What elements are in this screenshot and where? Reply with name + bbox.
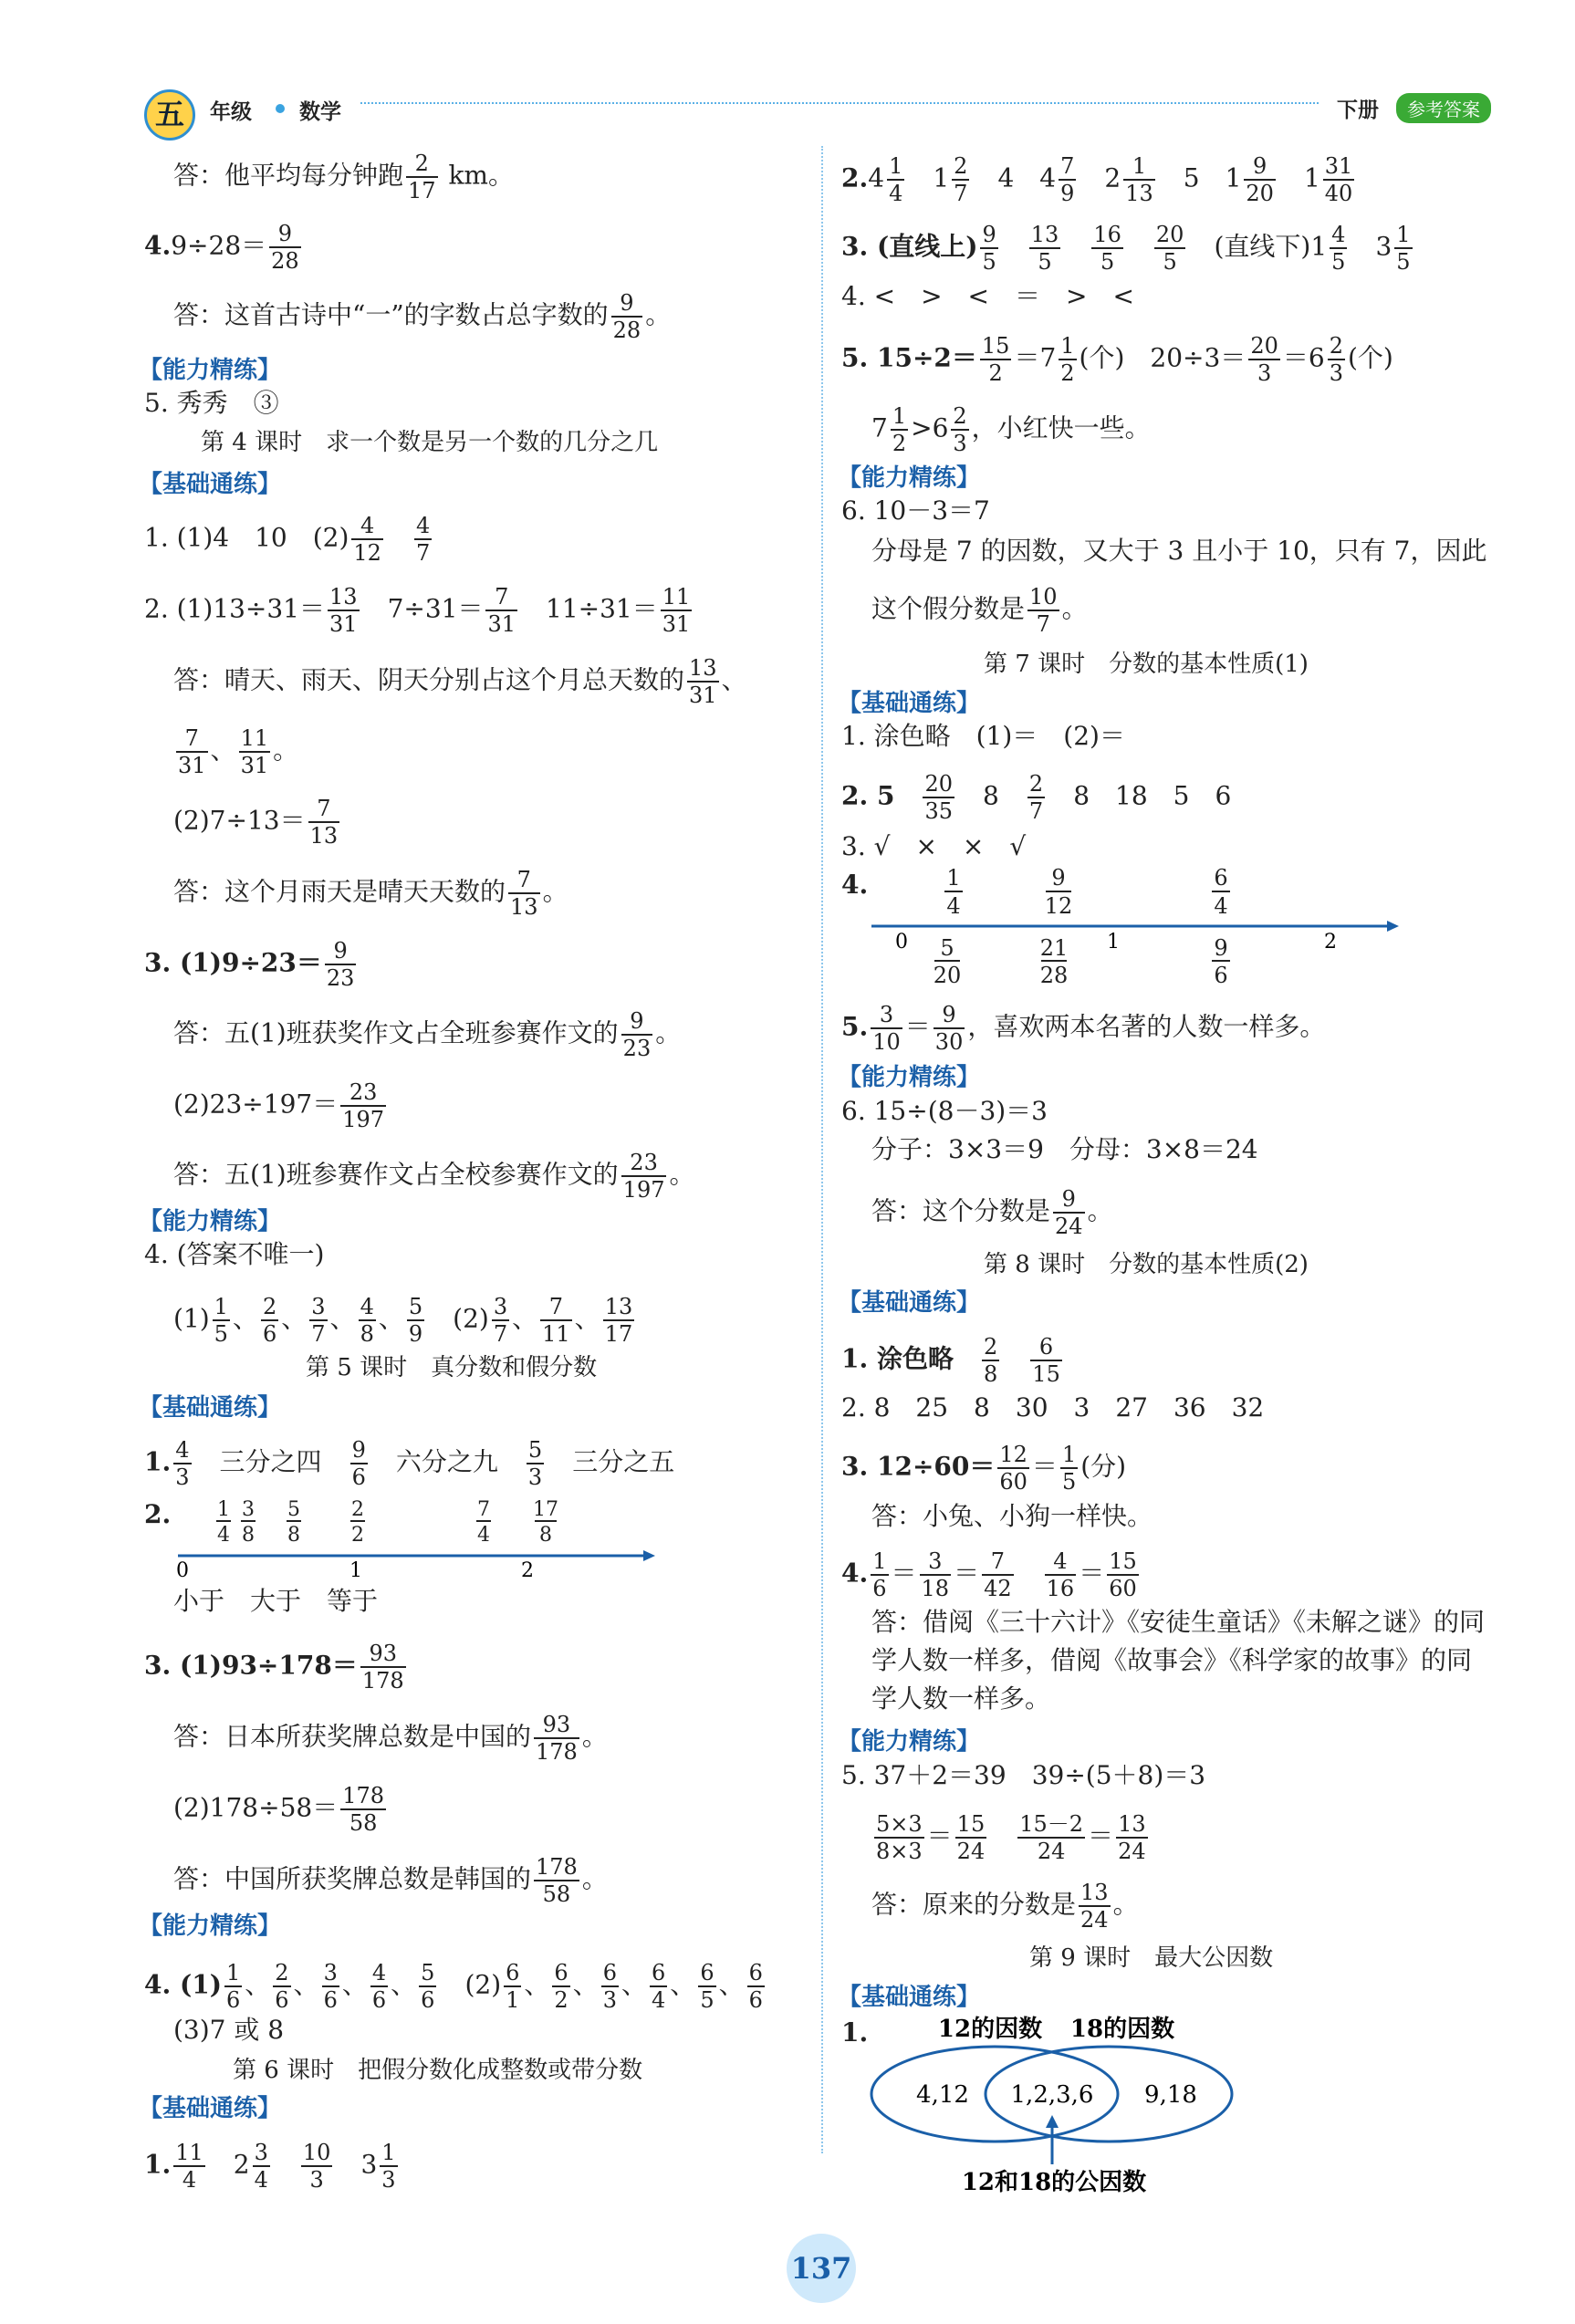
tick-label: 1 bbox=[349, 1559, 362, 1579]
svg-text:5: 5 bbox=[940, 935, 954, 961]
answer-9-1: 1. bbox=[841, 2017, 869, 2048]
svg-text:4: 4 bbox=[1214, 893, 1228, 919]
section-heading: 【能力精练】 bbox=[139, 1912, 282, 1940]
answer-6-explain: 分母是 7 的因数，又大于 3 且小于 10，只有 7，因此 bbox=[871, 536, 1487, 566]
question-4b-answers: (1) $\frac{1}{5}$ 、 $\frac{2}{6}$ 、 $\frac{3}{7}$ 、 $\frac{4}{8}$ 、 $\frac{5}{9}$ (2) $\frac{3}{7}$ 、 $\frac{7}{11}$ 、 $\frac{13}{17}$ bbox=[173, 1294, 633, 1347]
answer-8-5-conclusion: 答：原来的分数是 $\frac{13}{24}$ 。 bbox=[871, 1880, 1139, 1933]
fraction-7-4: 7 bbox=[477, 1498, 490, 1521]
answer-line: 答：这首古诗中“一”的字数占总字数的 $\frac{9}{28}$ 。 bbox=[173, 290, 672, 343]
answer-line: $\frac{7}{31}$ 、 $\frac{11}{31}$ 。 bbox=[178, 725, 299, 778]
answer-line: 答：五(1)班获奖作文占全班参赛作文的 $\frac{9}{23}$ 。 bbox=[173, 1008, 682, 1061]
question-2-part2: (2)7÷13＝ $\frac{7}{13}$ bbox=[173, 796, 339, 849]
fraction-5-8: 5 bbox=[287, 1498, 300, 1521]
question-4: 4.9÷28＝ $\frac{9}{28}$ bbox=[144, 221, 299, 274]
lesson-title: 第 4 课时 求一个数是另一个数的几分之几 bbox=[201, 429, 659, 456]
question-2-label: 2. bbox=[144, 1499, 172, 1529]
svg-text:12: 12 bbox=[1044, 893, 1073, 919]
answer-8-4-text: 学人数一样多。 bbox=[871, 1683, 1051, 1714]
header-divider bbox=[360, 102, 1319, 104]
svg-text:20: 20 bbox=[933, 963, 962, 985]
question-5: 5. 秀秀 ③ bbox=[144, 388, 279, 418]
svg-text:2: 2 bbox=[351, 1524, 364, 1547]
svg-text:9: 9 bbox=[1051, 865, 1066, 891]
section-heading: 【基础通练】 bbox=[838, 1984, 981, 2011]
svg-text:8: 8 bbox=[539, 1524, 552, 1547]
number-line-fractions bbox=[216, 1498, 558, 1547]
dot-icon bbox=[276, 104, 285, 113]
header-volume: 下册 bbox=[1337, 99, 1379, 122]
section-heading: 【基础通练】 bbox=[139, 2095, 282, 2122]
answer-5: 5. 15÷2＝ $\frac{15}{2}$ ＝7 $\frac{1}{2}$ (个) 20÷3＝ $\frac{20}{3}$ ＝6 $\frac{2}{3}$ (个) bbox=[841, 333, 1393, 386]
answer-7-5: 5. $\frac{3}{10}$ ＝ $\frac{9}{30}$ ，喜欢两本名著的人数一样多。 bbox=[841, 1002, 1326, 1055]
section-heading: 【能力精练】 bbox=[838, 1064, 981, 1091]
fraction-3-8: 3 bbox=[242, 1498, 255, 1521]
svg-text:8: 8 bbox=[287, 1524, 300, 1547]
fraction-1-4: 1 bbox=[217, 1498, 230, 1521]
svg-text:4: 4 bbox=[477, 1524, 490, 1547]
answer-2: 2.4 $\frac{1}{4}$ 1 $\frac{2}{7}$ 4 4 $\frac{7}{9}$ 2 $\frac{1}{13}$ 5 1 $\frac{9}{20}$ 1 $\frac{31}{40}$ bbox=[841, 153, 1353, 206]
venn-diagram bbox=[862, 2007, 1246, 2199]
svg-text:28: 28 bbox=[1039, 963, 1069, 985]
header-tag: 参考答案 bbox=[1396, 93, 1491, 123]
answer-4: 4. < > < ＝ > < bbox=[841, 281, 1134, 311]
header-grade: 年级 bbox=[210, 100, 252, 124]
answer-8-4-text: 答：借阅《三十六计》《安徒生童话》《未解之谜》的同 bbox=[871, 1607, 1486, 1637]
section-heading: 【基础通练】 bbox=[139, 471, 282, 498]
answer-7-6-conclusion: 答：这个分数是 $\frac{9}{24}$ 。 bbox=[871, 1186, 1113, 1239]
answer-line: 答：日本所获奖牌总数是中国的 $\frac{93}{178}$ 。 bbox=[173, 1712, 608, 1765]
svg-text:6: 6 bbox=[1214, 865, 1228, 891]
arrow-icon bbox=[643, 1550, 655, 1561]
number-line bbox=[867, 862, 1405, 985]
section-heading: 【基础通练】 bbox=[139, 1394, 282, 1422]
column-divider bbox=[821, 146, 823, 2153]
venn-mid-values: 1,2,3,6 bbox=[1010, 2081, 1094, 2109]
svg-text:4: 4 bbox=[946, 893, 961, 919]
lesson-title: 第 8 课时 分数的基本性质(2) bbox=[984, 1251, 1309, 1278]
question-1-lesson6: 1. $\frac{11}{4}$ 2 $\frac{3}{4}$ $\frac{10}{3}$ 3 $\frac{1}{3}$ bbox=[144, 2140, 396, 2193]
answer-7-4-label: 4. bbox=[841, 870, 869, 900]
question-1: 1. (1)4 10 (2) $\frac{4}{12}$ $\frac{4}{7}$ bbox=[144, 513, 431, 566]
question-3-part2: (2)23÷197＝ $\frac{23}{197}$ bbox=[173, 1079, 385, 1132]
section-heading: 【能力精练】 bbox=[139, 1208, 282, 1235]
answer-line: 答：五(1)班参赛作文占全校参赛作文的 $\frac{23}{197}$ 。 bbox=[173, 1150, 695, 1203]
answer-5-compare: 7 $\frac{1}{2}$ >6 $\frac{2}{3}$ ，小红快一些。 bbox=[871, 403, 1151, 456]
answer-8-2: 2. 8 25 8 30 3 27 36 32 bbox=[841, 1392, 1265, 1423]
tick-label: 0 bbox=[176, 1559, 189, 1579]
answer-line: 答：晴天、雨天、阴天分别占这个月总天数的 $\frac{13}{31}$ 、 bbox=[173, 655, 747, 708]
answer-7-3: 3. √ × × √ bbox=[841, 831, 1027, 861]
page-number: 137 bbox=[787, 2234, 856, 2303]
section-heading: 【基础通练】 bbox=[838, 690, 981, 717]
answer-7-6-detail: 分子：3×3＝9 分母：3×8＝24 bbox=[871, 1134, 1258, 1164]
question-4-lesson5: 4. (1) $\frac{1}{6}$ 、 $\frac{2}{6}$ 、 $\frac{3}{6}$ 、 $\frac{4}{6}$ 、 $\frac{5}{6}$ (2) $\frac{6}{1}$ 、 $\frac{6}{2}$ 、 $\frac{6}{3}$ 、 $\frac{6}{4}$ 、 $\frac{6}{5}$ 、 $\frac{6}{6}$ bbox=[144, 1960, 763, 2013]
tick-label: 2 bbox=[1324, 931, 1337, 954]
question-3-lesson5: 3. (1)93÷178＝ $\frac{93}{178}$ bbox=[144, 1641, 404, 1693]
question-4b: 4. (答案不唯一) bbox=[144, 1239, 325, 1269]
section-heading: 【能力精练】 bbox=[838, 1728, 981, 1756]
svg-text:9: 9 bbox=[1214, 935, 1228, 961]
svg-text:21: 21 bbox=[1039, 935, 1069, 961]
answer-8-5: 5. 37＋2＝39 39÷(5＋8)＝3 bbox=[841, 1760, 1206, 1790]
question-1-lesson5: 1. $\frac{4}{3}$ 三分之四 $\frac{9}{6}$ 六分之九 $\frac{5}{3}$ 三分之五 bbox=[144, 1437, 675, 1490]
answer-8-4-text: 学人数一样多，借阅《故事会》《科学家的故事》的同 bbox=[871, 1645, 1473, 1675]
header-subject: 数学 bbox=[299, 100, 341, 124]
svg-text:4: 4 bbox=[217, 1524, 230, 1547]
section-heading: 【能力精练】 bbox=[139, 357, 282, 384]
answer-6: 6. 10－3＝7 bbox=[841, 495, 990, 526]
venn-left-values: 4,12 bbox=[916, 2081, 969, 2109]
grade-badge: 五 bbox=[144, 89, 195, 141]
venn-right-title: 18的因数 bbox=[1069, 2016, 1175, 2043]
tick-label: 0 bbox=[895, 931, 908, 954]
answer-3: 3. (直线上) $\frac{9}{5}$ $\frac{13}{5}$ $\frac{16}{5}$ $\frac{20}{5}$ (直线下)1 $\frac{4}{5}$ 3 $\frac{1}{5}$ bbox=[841, 222, 1411, 275]
answer-line: 答：他平均每分钟跑 $\frac{2}{17}$ km。 bbox=[173, 151, 514, 203]
tick-label: 2 bbox=[521, 1559, 534, 1579]
question-4-lesson5-part3: (3)7 或 8 bbox=[173, 2015, 285, 2045]
number-line bbox=[173, 1492, 657, 1579]
section-heading: 【能力精练】 bbox=[838, 464, 981, 492]
answer-8-4: 4. $\frac{1}{6}$ ＝ $\frac{3}{18}$ ＝ $\frac{7}{42}$ $\frac{4}{16}$ ＝ $\frac{15}{60}$ bbox=[841, 1548, 1137, 1601]
comparison-line: 小于 大于 等于 bbox=[173, 1586, 379, 1616]
section-heading: 【基础通练】 bbox=[838, 1289, 981, 1317]
answer-6-conclusion: 这个假分数是 $\frac{10}{7}$ 。 bbox=[871, 584, 1088, 637]
arrow-up-icon bbox=[1046, 2115, 1059, 2128]
answer-7-6: 6. 15÷(8－3)＝3 bbox=[841, 1096, 1048, 1126]
fraction-2-2: 2 bbox=[351, 1498, 364, 1521]
question-2: 2. (1)13÷31＝ $\frac{13}{31}$ 7÷31＝ $\frac{7}{31}$ 11÷31＝ $\frac{11}{31}$ bbox=[144, 584, 691, 637]
lesson-title: 第 9 课时 最大公因数 bbox=[1029, 1944, 1274, 1972]
lesson-title: 第 5 课时 真分数和假分数 bbox=[306, 1354, 598, 1381]
arrow-icon bbox=[1387, 921, 1399, 932]
lesson-title: 第 7 课时 分数的基本性质(1) bbox=[984, 651, 1309, 678]
question-3: 3. (1)9÷23＝ $\frac{9}{23}$ bbox=[144, 938, 355, 991]
question-3-lesson5-part2: (2)178÷58＝ $\frac{178}{58}$ bbox=[173, 1783, 385, 1836]
answer-7-2: 2. 5 $\frac{20}{35}$ 8 $\frac{2}{7}$ 8 18 5 6 bbox=[841, 771, 1232, 824]
svg-text:1: 1 bbox=[946, 865, 961, 891]
svg-text:8: 8 bbox=[242, 1524, 255, 1547]
venn-right-values: 9,18 bbox=[1144, 2081, 1197, 2109]
lesson-title: 第 6 课时 把假分数化成整数或带分数 bbox=[233, 2057, 643, 2084]
answer-8-3-text: 答：小兔、小狗一样快。 bbox=[871, 1501, 1153, 1531]
svg-text:6: 6 bbox=[1214, 963, 1228, 985]
venn-left-title: 12的因数 bbox=[937, 2016, 1043, 2043]
page-header bbox=[0, 0, 1575, 137]
answer-8-5-calc: $\frac{5\times 3}{8\times 3}$ ＝ $\frac{15}{24}$ $\frac{15-2}{24}$ ＝ $\frac{13}{24}$ bbox=[876, 1811, 1146, 1864]
venn-caption: 12和18的公因数 bbox=[961, 2169, 1147, 2196]
answer-7-1: 1. 涂色略 (1)＝ (2)＝ bbox=[841, 721, 1125, 751]
tick-label: 1 bbox=[1107, 931, 1120, 954]
fraction-17-8: 17 bbox=[533, 1498, 558, 1521]
answer-8-1: 1. 涂色略 $\frac{2}{8}$ $\frac{6}{15}$ bbox=[841, 1334, 1060, 1387]
answer-line: 答：中国所获奖牌总数是韩国的 $\frac{178}{58}$ 。 bbox=[173, 1854, 608, 1907]
answer-8-3: 3. 12÷60＝ $\frac{12}{60}$ ＝ $\frac{1}{5}$ (分) bbox=[841, 1442, 1127, 1495]
answer-line: 答：这个月雨天是晴天天数的 $\frac{7}{13}$ 。 bbox=[173, 867, 568, 920]
